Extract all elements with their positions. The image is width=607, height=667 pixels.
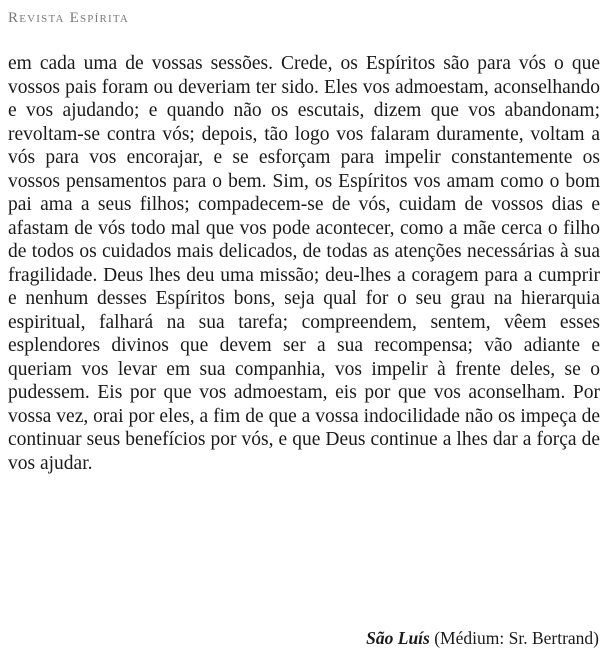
signature [366,628,599,649]
body-paragraph: em cada uma de vossas sessões. Crede, os Espíritos são para vós o que vossos pais foram ou deveriam ter sido. Eles vos admoestam, aconselhando e vos ajudando; e quando não os escutais, dizem que vos abandonam; revoltam-se contra vós; depois, tão logo vos falaram duramente, voltam a vós para vos encorajar, e se esforçam para impelir constantemente os vossos pensamentos para o bem. Sim, os Espíritos vos amam como o bom pai ama a seus filhos; compadecem-se de vós, cuidam de vossos dias e afastam de vós todo mal que vos pode acontecer, como a mãe cerca o filho de todos os cuidados mais delicados, de todas as atenções necessárias à sua fragilidade. Deus lhes deu uma missão; deu-lhes a coragem para a cumprir e nenhum desses Espíritos bons, seja qual for o seu grau na hierarquia espiritual, falhará na sua tarefa; compreendem, sentem, vêem esses esplendores divinos que devem ser a sua recompensa; vão adiante e queriam vos levar em sua companhia, vos impelir à frente deles, se o pudessem. Eis por que vos admoestam, eis por que vos aconselham. Por vossa vez, orai por eles, a fim de que a vossa indocilidade não os impeça de continuar seus benefícios por vós, e que Deus continue a lhes dar a força de vos ajudar. [8,53,600,474]
running-head-title: Revista Espírita [8,10,130,26]
signature-author: São Luís [366,628,430,648]
signature-medium-note: (Médium: Sr. Bertrand) [434,628,599,648]
